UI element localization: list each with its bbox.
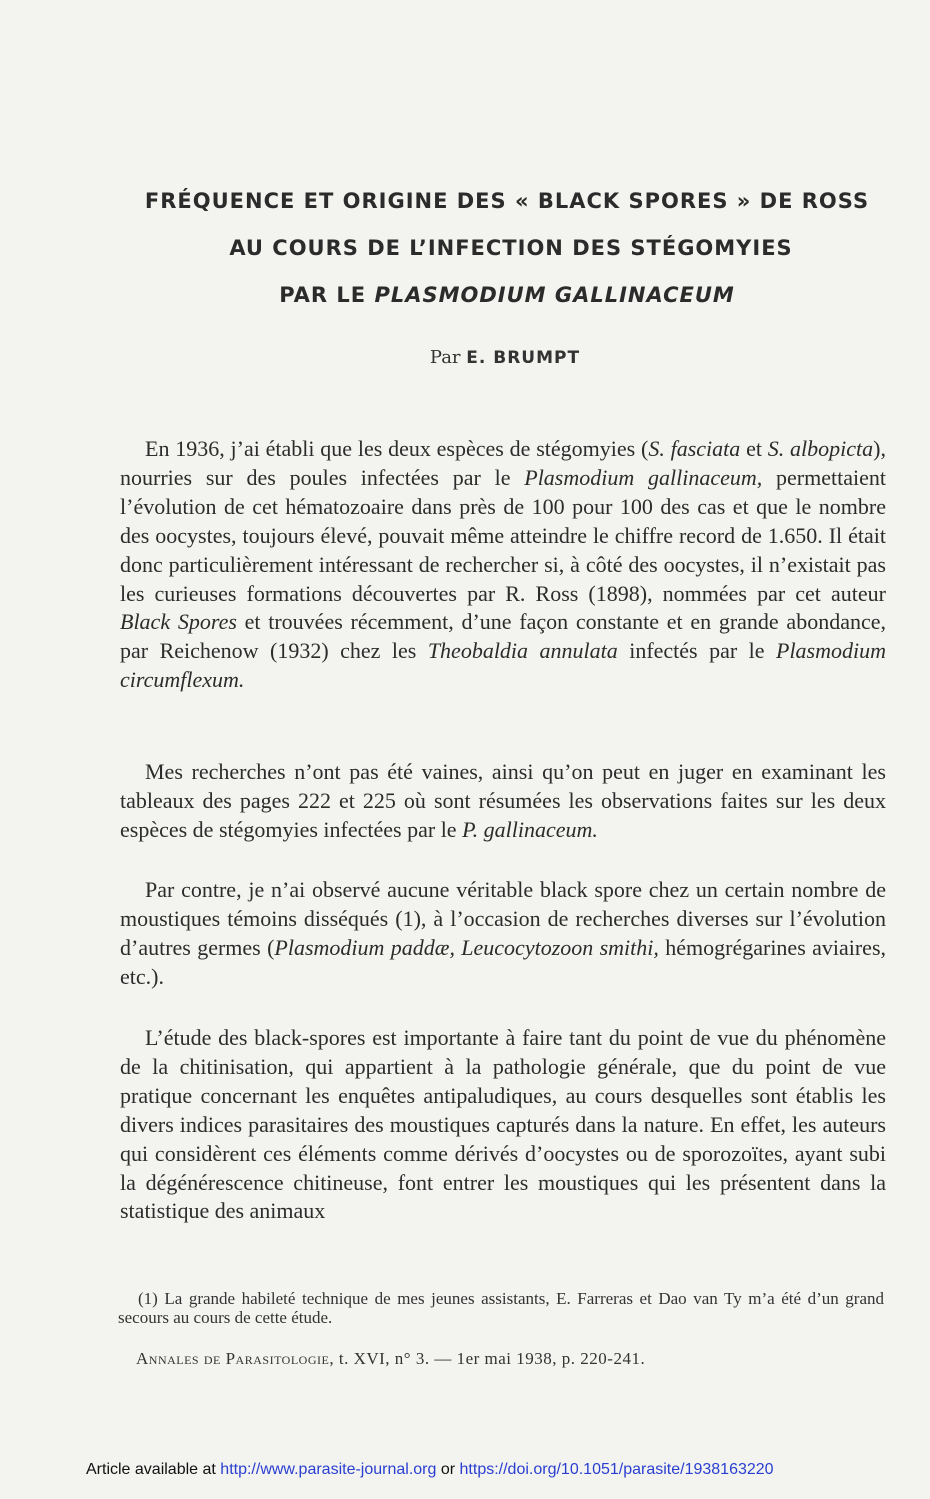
p1-text-c: et <box>740 436 768 461</box>
author-prefix: Par <box>429 347 467 368</box>
title-line-2: AU COURS DE L’INFECTION DES STÉGOMYIES <box>229 236 793 260</box>
p1-species-fasciata: S. fasciata <box>648 436 741 461</box>
doi-link[interactable]: https://doi.org/10.1051/parasite/1938163220 <box>459 1461 774 1478</box>
article-link-middle: or <box>436 1461 460 1478</box>
title-line-3-prefix: PAR LE <box>279 283 375 307</box>
p1-text-g: permettaient l’évolution de cet hématozoaire dans près de 100 pour 100 des cas et que le nombre des oocystes, toujours élevé, pouvait même atteindre le chiffre record de 1.650. Il était donc particulièrement intéressant de rechercher si, à côté des oocystes, il n’existait pas les curieuses formations découvertes par R. Ross (1898), nommées par cet auteur <box>120 464 886 606</box>
p1-text-k: infectés par le <box>617 638 776 664</box>
p1-species-theobaldia: Theobaldia annulata <box>427 638 618 664</box>
p1-species-albopicta: S. albopicta <box>767 436 874 461</box>
paragraph-4 <box>120 1024 886 1226</box>
article-availability-line <box>86 1461 774 1479</box>
p1-species-circumflexum: Plasmodium circumflexum. <box>120 638 886 693</box>
p2-species-gallinaceum: P. gallinaceum. <box>462 816 598 842</box>
journal-citation <box>136 1349 896 1369</box>
article-link-prefix: Article available at <box>86 1461 221 1478</box>
p1-text-i: et trouvées récemment, d’une façon constante et en grande abondance, par Reichenow (1932) chez les <box>120 609 886 664</box>
p1-text-e: ), nourries sur des poules infectées par le <box>120 436 886 490</box>
p1-black-spores: Black Spores <box>120 609 237 635</box>
p3-species-list: Plasmodium paddæ, Leucocytozoon smithi, <box>274 934 659 960</box>
p3-text-a: Par contre, je n’ai observé aucune véritable black spore chez un certain nombre de moustiques témoins disséqués (1), à l’occasion de recherches diverses sur l’évolution d’autres germes ( <box>120 877 886 960</box>
paragraph-1 <box>120 435 886 695</box>
paragraph-3 <box>120 876 886 992</box>
p3-text-c: hémogrégarines aviaires, etc.). <box>120 934 887 989</box>
title-line-3 <box>118 283 896 307</box>
journal-name: Annales de Parasitologie, <box>136 1349 335 1368</box>
footnote: (1) La grande habileté technique de mes jeunes assistants, E. Farreras et Dao van Ty m’a été d’un grand secours au cours de cette étude. <box>118 1289 884 1327</box>
p2-text-a: Mes recherches n’ont pas été vaines, ainsi qu’on peut en juger en examinant les tableaux des pages 222 et 225 où sont résumées les observations faites sur les deux espèces de stégomyies infectées par le <box>120 759 886 842</box>
title-line-1: FRÉQUENCE ET ORIGINE DES « BLACK SPORES » DE ROSS <box>144 189 870 213</box>
paragraph-2 <box>120 758 886 845</box>
p4-text-a: L’étude des black-spores est importante à faire tant du point de vue du phénomène de la chitinisation, qui appartient à la pathologie générale, que du point de vue pratique concernant les enquêtes antipaludiques, au cours desquelles sont établis les divers indices parasitaires des moustiques capturés dans la nature. En effet, les auteurs qui considèrent ces éléments comme dérivés d’oocystes ou de sporozoïtes, ayant subi la dégénérescence chitineuse, font entrer les moustiques qui les présentent dans la statistique des animaux <box>120 1025 886 1224</box>
p1-species-gallinaceum: Plasmodium gallinaceum, <box>524 464 763 490</box>
p1-text-a: En 1936, j’ai établi que les deux espèces de stégomyies ( <box>145 436 649 461</box>
author-name: E. BRUMPT <box>466 348 581 368</box>
journal-details: t. XVI, n° 3. — 1er mai 1938, p. 220-241. <box>334 1349 646 1368</box>
journal-website-link[interactable]: http://www.parasite-journal.org <box>220 1461 437 1478</box>
title-line-3-species: PLASMODIUM GALLINACEUM <box>374 283 735 307</box>
author-line <box>0 347 930 368</box>
